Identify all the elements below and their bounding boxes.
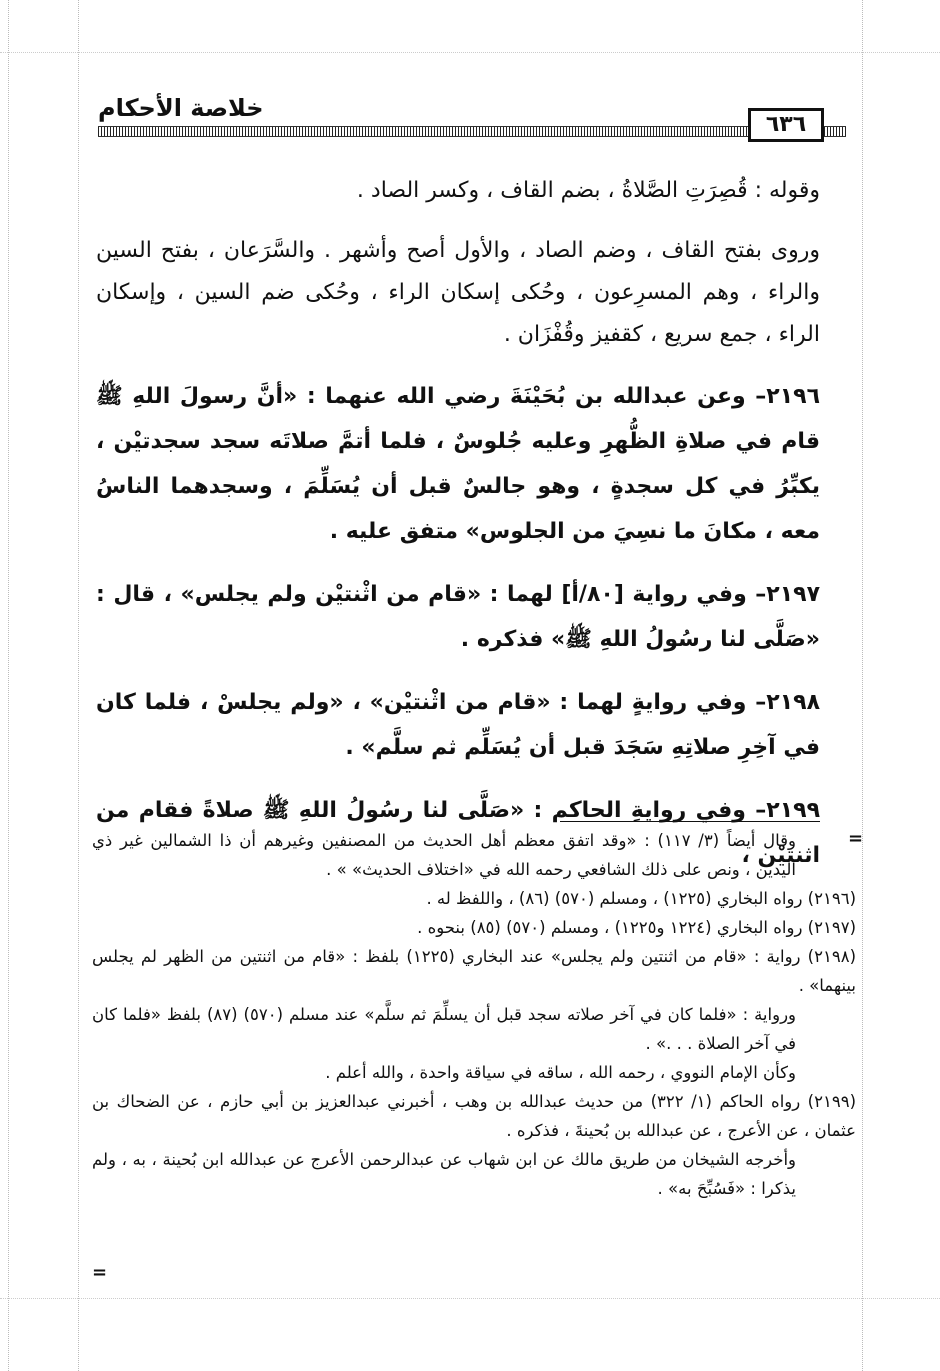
footnote-continuation-mark-bottom: = bbox=[92, 1262, 108, 1283]
footnote-2199-shaykhan: وأخرجه الشيخان من طريق مالك عن ابن شهاب عن عبدالرحمن الأعرج عن عبدالله ابن بُحينة ، به ، ولم يذكرا : «فَسُبِّحَ به» . bbox=[92, 1150, 796, 1198]
scan-guide-bottom bbox=[0, 1298, 940, 1299]
footnote-2198-nawawi-note: وكأن الإمام النووي ، رحمه الله ، ساقه في سياقة واحدة ، والله أعلم . bbox=[325, 1063, 796, 1082]
footnotes bbox=[92, 826, 856, 1203]
scan-guide-top bbox=[0, 52, 940, 53]
footnote-continuation-mark-top: = bbox=[848, 828, 864, 849]
footnote-2196: (٢١٩٦) رواه البخاري (١٢٢٥) ، ومسلم (٥٧٠) (٨٦) ، واللفظ له . bbox=[426, 889, 856, 908]
page-number: ٦٣٦ bbox=[748, 108, 824, 142]
footnote-continued: وقال أيضاً (٣/ ١١٧) : «وقد اتفق معظم أهل الحديث من المصنفين وغيرهم أن ذا الشمالين غير ذي اليدين ، ونص على ذلك الشافعي رحمه الله في «اختلاف الحديث» » . bbox=[92, 831, 796, 879]
footnote-separator bbox=[560, 821, 820, 822]
hadith-2198: ٢١٩٨– وفي روايةٍ لهما : «قام من اثْنتيْن» ، «ولم يجلسْ ، فلما كان في آخِرِ صلاتِهِ سَجَدَ قبل أن يُسَلِّم ثم سلَّم» . bbox=[96, 690, 820, 760]
paragraph-note-qusirat: وقوله : قُصِرَتِ الصَّلاةُ ، بضم القاف ، وكسر الصاد . bbox=[356, 178, 820, 203]
scan-guide-left bbox=[78, 0, 79, 1371]
footnote-2197: (٢١٩٧) رواه البخاري (١٢٢٤ و١٢٢٥) ، ومسلم (٥٧٠) (٨٥) بنحوه . bbox=[417, 918, 856, 937]
running-header-title: خلاصة الأحكام bbox=[98, 94, 264, 122]
footnote-2199: (٢١٩٩) رواه الحاكم (١/ ٣٢٢) من حديث عبدالله بن وهب ، أخبرني عبدالعزيز بن أبي حازم ، عن الضحاك بن عثمان ، عن الأعرج ، عن عبدالله بن بُحينةَ ، فذكره . bbox=[92, 1092, 857, 1140]
header-ornament-band-right bbox=[824, 126, 846, 137]
footnote-2198-second-riwaya: ورواية : «فلما كان في آخر صلاته سجد قبل أن يسلِّمَ ثم سلَّم» عند مسلم (٥٧٠) (٨٧) بلفظ «فلما كان في آخر الصلاة . . .» . bbox=[92, 1005, 797, 1053]
hadith-2199: ٢١٩٩– وفي روايةِ الحاكم : «صَلَّى لنا رسُولُ اللهِ ﷺ صلاةً فقام من اثنتيْن ، bbox=[96, 798, 820, 868]
scan-guide-right bbox=[862, 0, 863, 1371]
hadith-2197: ٢١٩٧– وفي رواية [٨٠/أ] لهما : «قام من اثْنتيْن ولم يجلس» ، قال : «صَلَّى لنا رسُولُ اللهِ ﷺ» فذكره . bbox=[96, 582, 821, 652]
hadith-2196: ٢١٩٦– وعن عبدالله بن بُحَيْنَةَ رضي الله عنهما : «أنَّ رسولَ اللهِ ﷺ قام في صلاةِ الظُّهرِ وعليه جُلوسٌ ، فلما أتمَّ صلاتَه سجد سجدتيْن ، يكبِّرُ في كل سجدةٍ ، وهو جالسٌ قبل أن يُسَلِّمَ ، وسجدهما الناسُ معه ، مكانَ ما نسِيَ من الجلوس» متفق عليه . bbox=[96, 384, 820, 544]
main-text bbox=[96, 170, 820, 896]
paragraph-note-sara-an: وروى بفتح القاف ، وضم الصاد ، والأول أصح وأشهر . والسَّرَعان ، بفتح السين والراء ، وهم المسرِعون ، وحُكى إسكان الراء ، وحُكى ضم السين ، وإسكان الراء ، جمع سريع ، كقفيز وقُفْزَان . bbox=[96, 238, 820, 347]
header-ornament-band bbox=[98, 126, 748, 137]
footnote-2198: (٢١٩٨) رواية : «قام من اثنتين ولم يجلس» عند البخاري (١٢٢٥) بلفظ : «قام من اثنتين من الظهر لم يجلس بينهما» . bbox=[92, 947, 856, 995]
scan-edge-left bbox=[8, 0, 9, 1371]
